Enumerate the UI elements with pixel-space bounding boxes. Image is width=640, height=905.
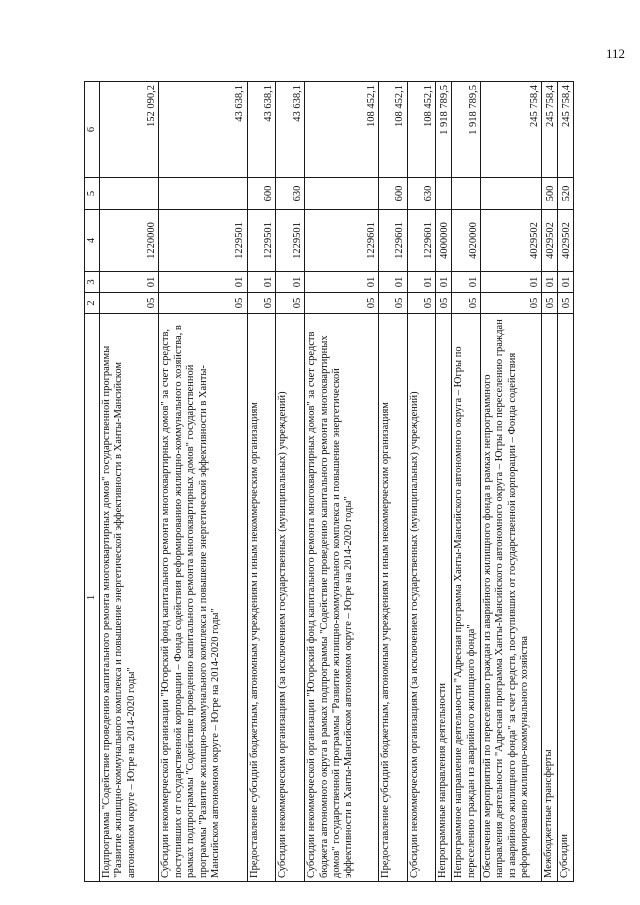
- row-amount: 43 638,1: [159, 82, 247, 178]
- row-name: Субсидии: [558, 314, 574, 882]
- table-row: [247, 82, 276, 882]
- row-subsection: 01: [452, 272, 481, 293]
- row-expense-type: 500: [542, 178, 558, 210]
- row-section: 05: [159, 293, 247, 314]
- row-amount: 43 638,1: [276, 82, 305, 178]
- row-target-article: 4029502: [558, 210, 574, 272]
- row-expense-type: 630: [276, 178, 305, 210]
- row-amount: 245 758,4: [558, 82, 574, 178]
- row-target-article: 1229601: [378, 210, 407, 272]
- row-name: Предоставление субсидий бюджетным, автономным учреждениям и иным некоммерческим организациям: [247, 314, 276, 882]
- row-expense-type: [159, 178, 247, 210]
- row-expense-type: [480, 178, 542, 210]
- header-col-2: 2: [85, 293, 100, 314]
- row-target-article: 1229501: [247, 210, 276, 272]
- row-name: Предоставление субсидий бюджетным, автономным учреждениям и иным некоммерческим организациям: [378, 314, 407, 882]
- row-amount: 108 452,1: [378, 82, 407, 178]
- row-expense-type: 600: [378, 178, 407, 210]
- row-target-article: 1220000: [100, 210, 159, 272]
- page-number: 112: [606, 46, 626, 61]
- row-section: 05: [378, 293, 407, 314]
- row-section: 05: [436, 293, 452, 314]
- row-target-article: 1229501: [159, 210, 247, 272]
- row-target-article: 1229601: [305, 210, 379, 272]
- row-section: 05: [100, 293, 159, 314]
- table-row: [159, 82, 247, 882]
- row-section: 05: [558, 293, 574, 314]
- row-amount: 108 452,1: [407, 82, 436, 178]
- row-target-article: 4029502: [542, 210, 558, 272]
- row-section: 05: [247, 293, 276, 314]
- row-target-article: 4000000: [436, 210, 452, 272]
- row-subsection: 01: [436, 272, 452, 293]
- row-expense-type: [452, 178, 481, 210]
- row-expense-type: [100, 178, 159, 210]
- row-expense-type: 520: [558, 178, 574, 210]
- row-subsection: 01: [407, 272, 436, 293]
- budget-table: [84, 81, 574, 882]
- row-expense-type: 630: [407, 178, 436, 210]
- row-target-article: 4029502: [480, 210, 542, 272]
- table-row: [436, 82, 452, 882]
- table-row: [378, 82, 407, 882]
- row-subsection: 01: [276, 272, 305, 293]
- table-row: [100, 82, 159, 882]
- row-name: Межбюджетные трансферты: [542, 314, 558, 882]
- row-section: 05: [480, 293, 542, 314]
- row-subsection: 01: [305, 272, 379, 293]
- row-name: Непрограммное направление деятельности "Адресная программа Ханты-Мансийского автономного округа – Югры по переселению граждан из аварийного жилищного фонда": [452, 314, 481, 882]
- row-amount: 108 452,1: [305, 82, 379, 178]
- row-name: Обеспечение мероприятий по переселению граждан из аварийного жилищного фонда в рамках непрограммного направления деятельности "Адресная программа Ханты-Мансийского автономного округа – Югры по переселению граждан из аварийного жилищного фонда" за счет средств, поступивших от государственной корпорации – Фонда содействия реформированию жилищно-коммунального хозяйства: [480, 314, 542, 882]
- row-name: Подпрограмма "Содействие проведению капитального ремонта многоквартирных домов" государственной программы "Развитие жилищно-коммунального комплекса и повышение энергетической эффективности в Ханты-Мансийском автономном округе – Югре на 2014-2020 годы": [100, 314, 159, 882]
- row-section: 05: [276, 293, 305, 314]
- row-name: Субсидии некоммерческим организациям (за исключением государственных (муниципальных) учреждений): [276, 314, 305, 882]
- row-amount: 1 918 789,5: [436, 82, 452, 178]
- header-col-4: 4: [85, 210, 100, 272]
- row-amount: 1 918 789,5: [452, 82, 481, 178]
- table-row: [407, 82, 436, 882]
- table-row: [558, 82, 574, 882]
- row-name: Субсидии некоммерческой организации "Югорский фонд капитального ремонта многоквартирных домов" за счет средств, поступивших от государственной корпорации – Фонда содействия реформированию жилищно-коммунального хозяйства, в рамках подпрограммы "Содействие проведению капитального ремонта многоквартирных домов" государственной программы "Развитие жилищно-коммунального комплекса и повышение энергетической эффективности в Ханты-Мансийском автономном округе – Югре на 2014-2020 годы": [159, 314, 247, 882]
- table-row: [542, 82, 558, 882]
- row-subsection: 01: [100, 272, 159, 293]
- row-subsection: 01: [378, 272, 407, 293]
- table-row: [480, 82, 542, 882]
- header-col-6: 6: [85, 82, 100, 178]
- header-col-5: 5: [85, 178, 100, 210]
- row-section: 05: [542, 293, 558, 314]
- row-amount: 43 638,1: [247, 82, 276, 178]
- row-subsection: 01: [247, 272, 276, 293]
- row-target-article: 1229601: [407, 210, 436, 272]
- table-row: [276, 82, 305, 882]
- row-expense-type: 600: [247, 178, 276, 210]
- table-row: [452, 82, 481, 882]
- row-amount: 152 090,2: [100, 82, 159, 178]
- header-col-1: 1: [85, 314, 100, 882]
- header-row: [85, 82, 100, 882]
- row-target-article: 1229501: [276, 210, 305, 272]
- row-section: 05: [452, 293, 481, 314]
- row-section: 05: [407, 293, 436, 314]
- row-amount: 245 758,4: [542, 82, 558, 178]
- table-row: [305, 82, 379, 882]
- row-amount: 245 758,4: [480, 82, 542, 178]
- row-subsection: 01: [558, 272, 574, 293]
- row-subsection: 01: [159, 272, 247, 293]
- header-col-3: 3: [85, 272, 100, 293]
- row-name: Непрограммные направления деятельности: [436, 314, 452, 882]
- row-target-article: 4020000: [452, 210, 481, 272]
- row-subsection: 01: [542, 272, 558, 293]
- row-name: Субсидии некоммерческой организации "Югорский фонд капитального ремонта многоквартирных домов" за счет средств бюджета автономного округа в рамках подпрограммы "Содействие проведению капитального ремонта многоквартирных домов" государственной программы "Развитие жилищно-коммунального комплекса и повышение энергетической эффективности в Ханты-Мансийском автономном округе – Югре на 2014-2020 годы": [305, 314, 379, 882]
- row-expense-type: [305, 178, 379, 210]
- rotated-table-wrapper: [84, 82, 574, 882]
- row-expense-type: [436, 178, 452, 210]
- row-subsection: 01: [480, 272, 542, 293]
- row-section: 05: [305, 293, 379, 314]
- row-name: Субсидии некоммерческим организациям (за исключением государственных (муниципальных) учреждений): [407, 314, 436, 882]
